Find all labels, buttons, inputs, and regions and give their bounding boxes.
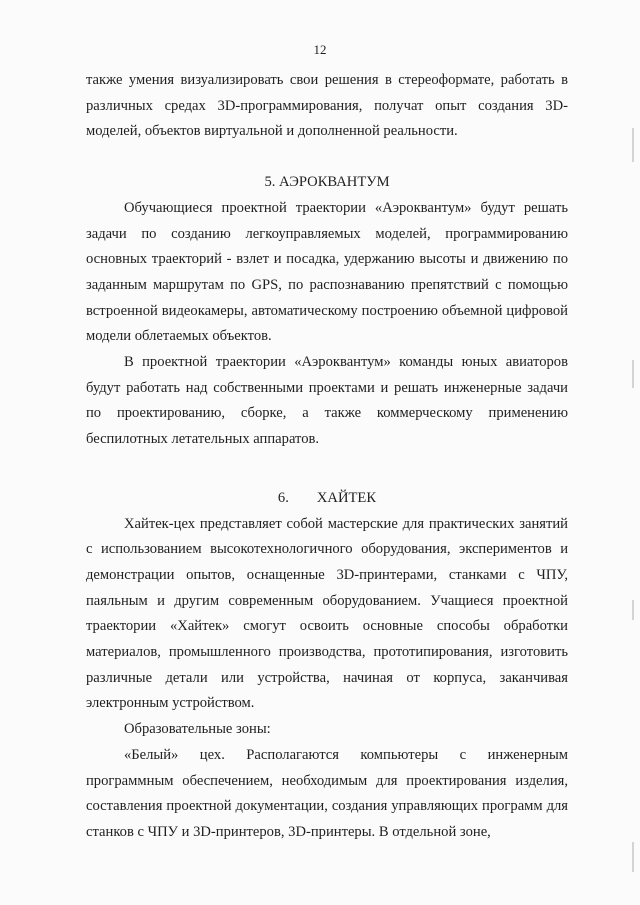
aero-paragraph-1: Обучающиеся проектной траектории «Аэроквантум» будут решать задачи по созданию легкоуправляемых моделей, программированию основных траекторий - взлет и посадка, удержанию высоты и движению по заданным маршрутам по GPS, по распознаванию препятствий с помощью встроенной видеокамеры, автоматическому построению объемной цифровой модели облетаемых объектов. xyxy=(86,199,568,345)
scan-edge-mark xyxy=(632,128,634,162)
scan-edge-mark xyxy=(632,600,634,620)
section-heading-hitech xyxy=(86,486,568,512)
section-heading-number: 6. xyxy=(277,489,289,506)
page-number: 12 xyxy=(313,42,327,57)
hitech-paragraph-1: Хайтек-цех представляет собой мастерские для практических занятий с использованием высокотехнологичного оборудования, экспериментов и демонстрации опытов, оснащенные 3D-принтерами, станками с ЧПУ, паяльным и другим современным оборудованием. Учащиеся проектной траектории «Хайтек» смогут освоить основные способы обработки материалов, промышленного производства, прототипирования, изготовить различные детали или устройства, начиная от корпуса, заканчивая электронным устройством. xyxy=(86,515,568,712)
hitech-paragraph-white-shop: «Белый» цех. Располагаются компьютеры с инженерным программным обеспечением, необходимым для проектирования изделия, составления проектной документации, создания управляющих программ для станков с ЧПУ и 3D-принтеров, 3D-принтеры. В отдельной зоне, xyxy=(86,746,568,840)
intro-paragraph: также умения визуализировать свои решения в стереоформате, работать в различных средах 3D-программирования, получат опыт создания 3D-моделей, объектов виртуальной и дополненной реальности. xyxy=(86,72,568,140)
section-heading-title: ХАЙТЕК xyxy=(316,489,377,506)
section-heading-aeroquantum: 5. АЭРОКВАНТУМ xyxy=(264,174,390,191)
scan-edge-mark xyxy=(632,360,634,388)
page-content xyxy=(86,68,568,846)
scan-edge-mark xyxy=(632,842,634,872)
aero-paragraph-2: В проектной траектории «Аэроквантум» команды юных авиаторов будут работать над собственными проектами и решать инженерные задачи по проектированию, сборке, а также коммерческому применению беспилотных летательных аппаратов. xyxy=(86,354,568,448)
hitech-paragraph-zones: Образовательные зоны: xyxy=(124,721,271,738)
